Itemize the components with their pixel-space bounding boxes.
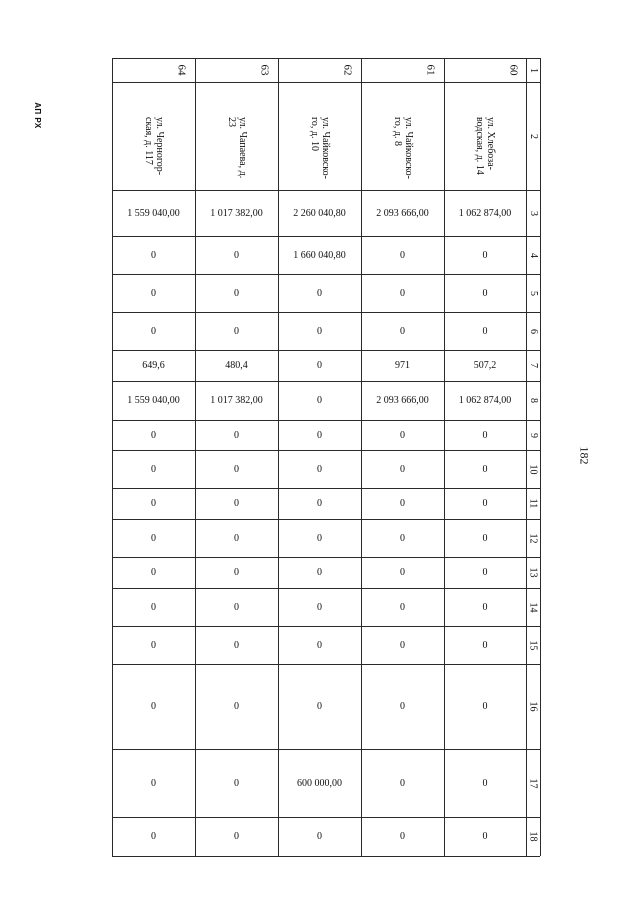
value-cell: 0	[317, 463, 322, 475]
column-number-label: 18	[527, 831, 539, 842]
value-cell: 0	[234, 831, 239, 842]
table-row-divider	[112, 856, 540, 857]
column-number-cell	[526, 749, 540, 817]
column-number-label: 6	[527, 328, 539, 334]
value-cell: 0	[482, 831, 488, 842]
column-number-cell	[526, 817, 540, 856]
value-cell: 600 000,00	[297, 777, 342, 789]
value-cell: 0	[234, 777, 239, 789]
column-number-cell	[526, 236, 540, 274]
address-text: ул. Чапаева, д. 23	[225, 117, 248, 179]
value-cell: 971	[395, 360, 410, 371]
column-number-cell	[526, 58, 540, 82]
column-number-cell	[526, 350, 540, 381]
value-cell: 0	[151, 639, 156, 651]
value-cell: 0	[234, 567, 239, 578]
value-cell: 0	[234, 429, 239, 441]
address-cell	[361, 82, 444, 190]
value-cell: 0	[400, 601, 405, 613]
value-cell: 0	[234, 325, 239, 337]
value-cell: 0	[317, 325, 322, 337]
value-cell: 649,6	[142, 360, 165, 371]
address-cell	[112, 82, 195, 190]
value-cell: 1 017 382,00	[210, 395, 263, 406]
record-number-cell	[278, 58, 361, 82]
value-cell: 0	[400, 325, 405, 337]
column-number-label: 14	[527, 602, 539, 612]
value-cell: 0	[234, 249, 239, 261]
value-cell: 0	[151, 249, 156, 261]
value-cell: 0	[317, 498, 322, 509]
column-number-label: 10	[527, 464, 539, 474]
value-cell: 0	[400, 429, 405, 441]
value-cell: 2 093 666,00	[376, 395, 429, 406]
column-number-cell	[526, 274, 540, 312]
value-cell: 0	[400, 777, 405, 789]
value-cell: 0	[234, 701, 239, 712]
column-number-cell	[526, 190, 540, 236]
record-number: 63	[258, 64, 271, 76]
record-number-cell	[444, 58, 526, 82]
column-number-label: 11	[527, 498, 539, 509]
value-cell: 0	[400, 831, 405, 842]
column-number-label: 15	[527, 640, 539, 650]
record-number-cell	[195, 58, 278, 82]
value-cell: 0	[151, 831, 156, 842]
record-number-cell	[112, 58, 195, 82]
value-cell: 0	[317, 831, 322, 842]
value-cell: 1 062 874,00	[458, 395, 512, 406]
address-text: ул. Черногор-ская, д. 117	[142, 117, 165, 176]
archive-mark-text: АП РХ	[32, 101, 42, 129]
value-cell: 0	[400, 639, 405, 651]
value-cell: 0	[234, 532, 239, 544]
value-cell: 0	[482, 567, 488, 578]
value-cell: 0	[400, 287, 405, 299]
value-cell: 0	[151, 287, 156, 299]
value-cell: 0	[482, 639, 488, 651]
column-number-label: 1	[527, 67, 539, 73]
record-number-cell	[361, 58, 444, 82]
address-cell	[195, 82, 278, 190]
value-cell: 0	[482, 249, 488, 261]
value-cell: 0	[151, 601, 156, 613]
value-cell: 0	[482, 325, 488, 337]
value-cell: 0	[234, 498, 239, 509]
value-cell: 0	[400, 532, 405, 544]
address-cell	[444, 82, 526, 190]
column-number-label: 12	[527, 533, 539, 543]
value-cell: 0	[317, 601, 322, 613]
column-number-label: 2	[527, 133, 539, 139]
value-cell: 0	[400, 463, 405, 475]
value-cell: 0	[482, 532, 488, 544]
value-cell: 0	[317, 567, 322, 578]
column-number-label: 5	[527, 290, 539, 296]
column-number-cell	[526, 519, 540, 557]
address-cell	[278, 82, 361, 190]
value-cell: 1 559 040,00	[127, 207, 180, 219]
address-text: ул. Чайковско-го, д. 8	[391, 117, 414, 179]
column-number-cell	[526, 312, 540, 350]
value-cell: 0	[234, 601, 239, 613]
value-cell: 1 660 040,80	[293, 249, 346, 261]
value-cell: 0	[482, 287, 488, 299]
record-number: 61	[424, 64, 437, 76]
column-number-label: 16	[527, 701, 539, 712]
value-cell: 0	[151, 532, 156, 544]
value-cell: 0	[400, 249, 405, 261]
record-number: 64	[175, 64, 188, 76]
value-cell: 2 260 040,80	[293, 207, 346, 219]
column-number-label: 8	[527, 398, 539, 403]
column-number-cell	[526, 381, 540, 420]
page-number	[572, 440, 596, 470]
value-cell: 0	[317, 701, 322, 712]
value-cell: 0	[317, 639, 322, 651]
value-cell: 0	[151, 463, 156, 475]
value-cell: 2 093 666,00	[376, 207, 429, 219]
data-table	[112, 58, 540, 856]
address-text: ул. Чайковско-го, д. 10	[308, 117, 331, 179]
value-cell: 0	[234, 463, 239, 475]
value-cell: 1 062 874,00	[458, 207, 512, 219]
value-cell: 0	[317, 360, 322, 371]
value-cell: 0	[317, 429, 322, 441]
value-cell: 0	[317, 287, 322, 299]
value-cell: 0	[482, 463, 488, 475]
value-cell: 480,4	[225, 360, 248, 371]
column-number-cell	[526, 664, 540, 749]
value-cell: 0	[400, 701, 405, 712]
value-cell: 0	[151, 701, 156, 712]
value-cell: 0	[234, 639, 239, 651]
value-cell: 0	[400, 498, 405, 509]
value-cell: 1 017 382,00	[210, 207, 263, 219]
column-number-label: 3	[527, 210, 539, 216]
record-number: 60	[507, 64, 520, 76]
value-cell: 0	[482, 429, 488, 441]
value-cell: 0	[151, 498, 156, 509]
value-cell: 0	[151, 777, 156, 789]
value-cell: 0	[317, 532, 322, 544]
column-number-label: 7	[527, 363, 539, 368]
value-cell: 0	[482, 601, 488, 613]
value-cell: 0	[400, 567, 405, 578]
column-number-label: 17	[527, 778, 539, 788]
address-text: ул. Хлебоза-водская, д. 14	[474, 117, 496, 175]
value-cell: 0	[151, 325, 156, 337]
page-number-text: 182	[577, 446, 592, 464]
value-cell: 0	[234, 287, 239, 299]
value-cell: 0	[317, 395, 322, 406]
column-number-cell	[526, 450, 540, 488]
column-number-cell	[526, 557, 540, 588]
value-cell: 0	[482, 498, 488, 509]
archive-margin-mark	[28, 100, 46, 130]
record-number: 62	[341, 64, 354, 76]
column-number-cell	[526, 488, 540, 519]
value-cell: 0	[151, 429, 156, 441]
column-number-label: 9	[527, 432, 539, 438]
column-number-cell	[526, 588, 540, 626]
value-cell: 0	[151, 567, 156, 578]
column-number-cell	[526, 626, 540, 664]
value-cell: 507,2	[473, 360, 497, 371]
value-cell: 0	[482, 701, 488, 712]
table-column-divider	[540, 58, 541, 856]
value-cell: 1 559 040,00	[127, 395, 180, 406]
column-number-label: 4	[527, 252, 539, 258]
column-number-cell	[526, 82, 540, 190]
column-number-cell	[526, 420, 540, 450]
value-cell: 0	[482, 777, 488, 789]
column-number-label: 13	[527, 567, 539, 578]
